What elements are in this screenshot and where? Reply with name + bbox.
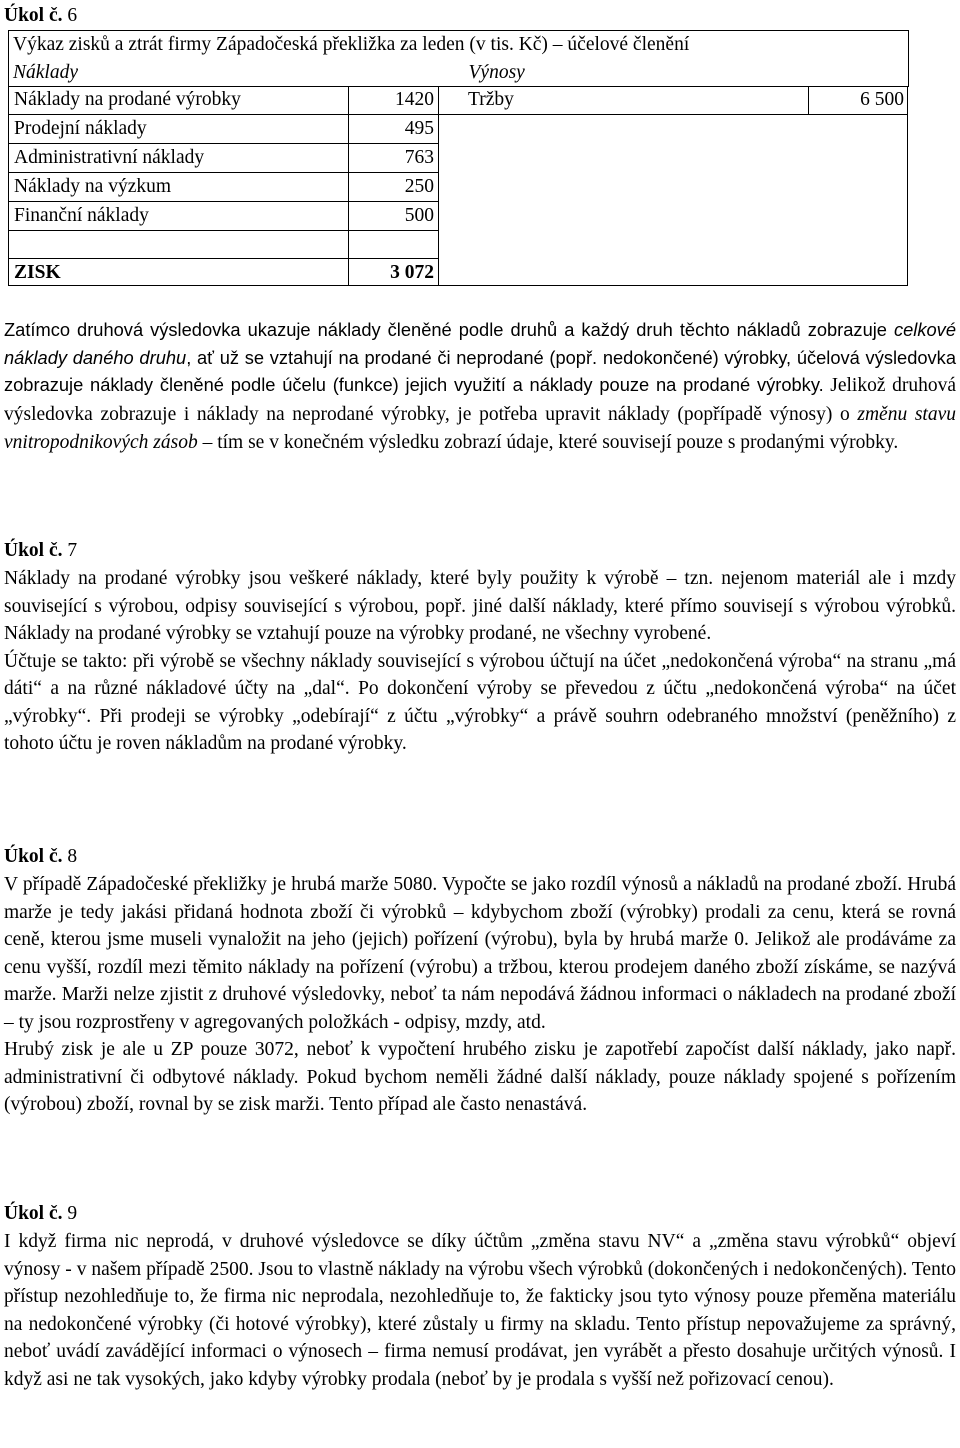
task8-number: 8 [67, 846, 78, 867]
profit-label: ZISK [14, 262, 61, 283]
revenue-name: Tržby [468, 89, 514, 110]
task7-label: Úkol č. [4, 540, 63, 561]
profit-value: 3 072 [390, 262, 434, 283]
row-cost-name: Prodejní náklady [14, 118, 147, 139]
para-italic: změnu stavu vnitropodnikových zásob [4, 403, 956, 453]
para-text: , ať už se vztahují na prodané či neprodané (popř. nedokončené) výrobky, účelová výsledovka zobrazuje náklady členěné podle účelu (funkce) jejich využití a náklady pouze na prodané výrobky. [4, 346, 956, 395]
row-cost-name: Administrativní náklady [14, 147, 205, 168]
task6-paragraph [4, 316, 956, 457]
row-cost-value: 495 [404, 118, 434, 139]
task7-paragraph-2: Účtuje se takto: při výrobě se všechny náklady související s výrobou účtují na účet „nedokončená výroba“ na stranu „má dáti“ a na různé nákladové účty na „dal“. Po dokončení výroby se převedou z účtu „nedokončená výroba“ na účet „výrobky“. Při prodeji se výrobky „odebírají“ z účtu „výrobky“ a právě souhrn odebraného množství (peněžního) z tohoto účtu je roven nákladům na prodané výrobky. [4, 650, 956, 754]
para-italic: celkové náklady daného druhu [4, 319, 956, 368]
table-title: Výkaz zisků a ztrát firmy Západočeská překližka za leden (v tis. Kč) – účelové členění [9, 31, 909, 60]
task8-heading [4, 843, 956, 871]
para-text: – tím se v konečném výsledku zobrazí údaje, které souvisejí pouze s prodanými výrobky. [197, 432, 899, 453]
task8-label: Úkol č. [4, 846, 63, 867]
row-cost-value: 250 [404, 176, 434, 197]
task9-paragraph: I když firma nic neprodá, v druhové výsledovce se díky účtům „změna stavu NV“ a „změna stavu výrobků“ objeví výnosy - v našem případě 2500. Jsou to vlastně náklady na výrobu všech výrobků (dokončených i nedokončených). Tento přístup nezohledňuje to, že firma nic neprodala, nezohledňuje to, že fakticky jsou tyto výnosy pouze přeměna materiálu na nedokončené výrobky (či hotové výrobky), které zůstaly u firmy na skladu. Tento přístup nepovažujeme za správný, neboť uvádí zavádějící informaci o výnosech – firma nemusí prodávat, jen vyrábět a přesto dosahuje určitých výnosů. I když asi ne tak vysokých, jako kdyby výrobky prodala (neboť by je prodala s vyšší než pořizovací cenou). [4, 1231, 956, 1390]
table-header-row [9, 59, 909, 87]
para-text: Jelikož druhová výsledovka zobrazuje i náklady na neprodané výrobky, je potřeba upravit náklady (popřípadě výnosy) o [4, 375, 956, 425]
task7-heading [4, 537, 956, 565]
task9-heading [4, 1200, 956, 1228]
row-cost-value: 1420 [395, 89, 434, 110]
task7-number: 7 [67, 540, 78, 561]
task8-section [4, 843, 956, 1119]
row-cost-name: Náklady na výzkum [14, 176, 172, 197]
task8-paragraph-1: V případě Západočeské překližky je hrubá marže 5080. Vypočte se jako rozdíl výnosů a nákladů na prodané zboží. Hrubá marže je tedy jakási přidaná hodnota zboží či výrobků – kdybychom zboží (výrobky) prodali za cenu, která se rovná ceně, kterou jsme museli vynaložit na jeho (jejich) pořízení (výrobu), byla by hrubá marže 0. Jelikož ale prodáváme za cenu vyšší, rozdíl mezi těmito náklady na pořízení (výrobu) a tržbou, kterou prodejem daného zboží získáme, se nazývá marže. Marži nelze zjistit z druhové výsledovky, neboť ta nám nepodává žádnou informaci o nákladech na prodané zboží – ty jsou rozprostřeny v agregovaných položkách - odpisy, mzdy, atd. [4, 874, 956, 1033]
row-cost-value: 763 [404, 147, 434, 168]
row-cost-name: Náklady na prodané výrobky [14, 89, 241, 110]
task6-number: 6 [67, 5, 78, 26]
task6-label: Úkol č. [4, 5, 63, 26]
revenues-header: Výnosy [439, 59, 909, 87]
income-statement-table [8, 30, 909, 87]
task7-paragraph-1: Náklady na prodané výrobky jsou veškeré náklady, které byly použity k výrobě – tzn. nejenom materiál ale i mzdy související s výrobou, odpisy související s výrobou, popř. jiné další náklady, které přímo souvisejí s výrobou výrobků. Náklady na prodané výrobky se vztahují pouze na výrobky prodané, ne všechny vyrobené. [4, 568, 956, 644]
revenue-value: 6 500 [860, 89, 904, 110]
task9-number: 9 [67, 1203, 78, 1224]
row-cost-name: Finanční náklady [14, 205, 149, 226]
costs-header: Náklady [9, 59, 439, 87]
row-cost-value: 500 [404, 205, 434, 226]
task9-label: Úkol č. [4, 1203, 63, 1224]
task8-paragraph-2: Hrubý zisk je ale u ZP pouze 3072, neboť k vypočtení hrubého zisku je zapotřebí započíst další náklady, jako např. administrativní či odbytové náklady. Pokud bychom neměli žádné další náklady, pouze náklady spojené s pořízením (výrobou) zboží, rovnal by se zisk marži. Tento případ ale často nenastává. [4, 1039, 956, 1115]
task9-section [4, 1200, 956, 1393]
para-text: Zatímco druhová výsledovka ukazuje náklady členěné podle druhů a každý druh těchto nákladů zobrazuje [4, 319, 894, 340]
table-title-row [9, 31, 909, 60]
task7-section [4, 537, 956, 758]
task6-heading [4, 2, 956, 30]
